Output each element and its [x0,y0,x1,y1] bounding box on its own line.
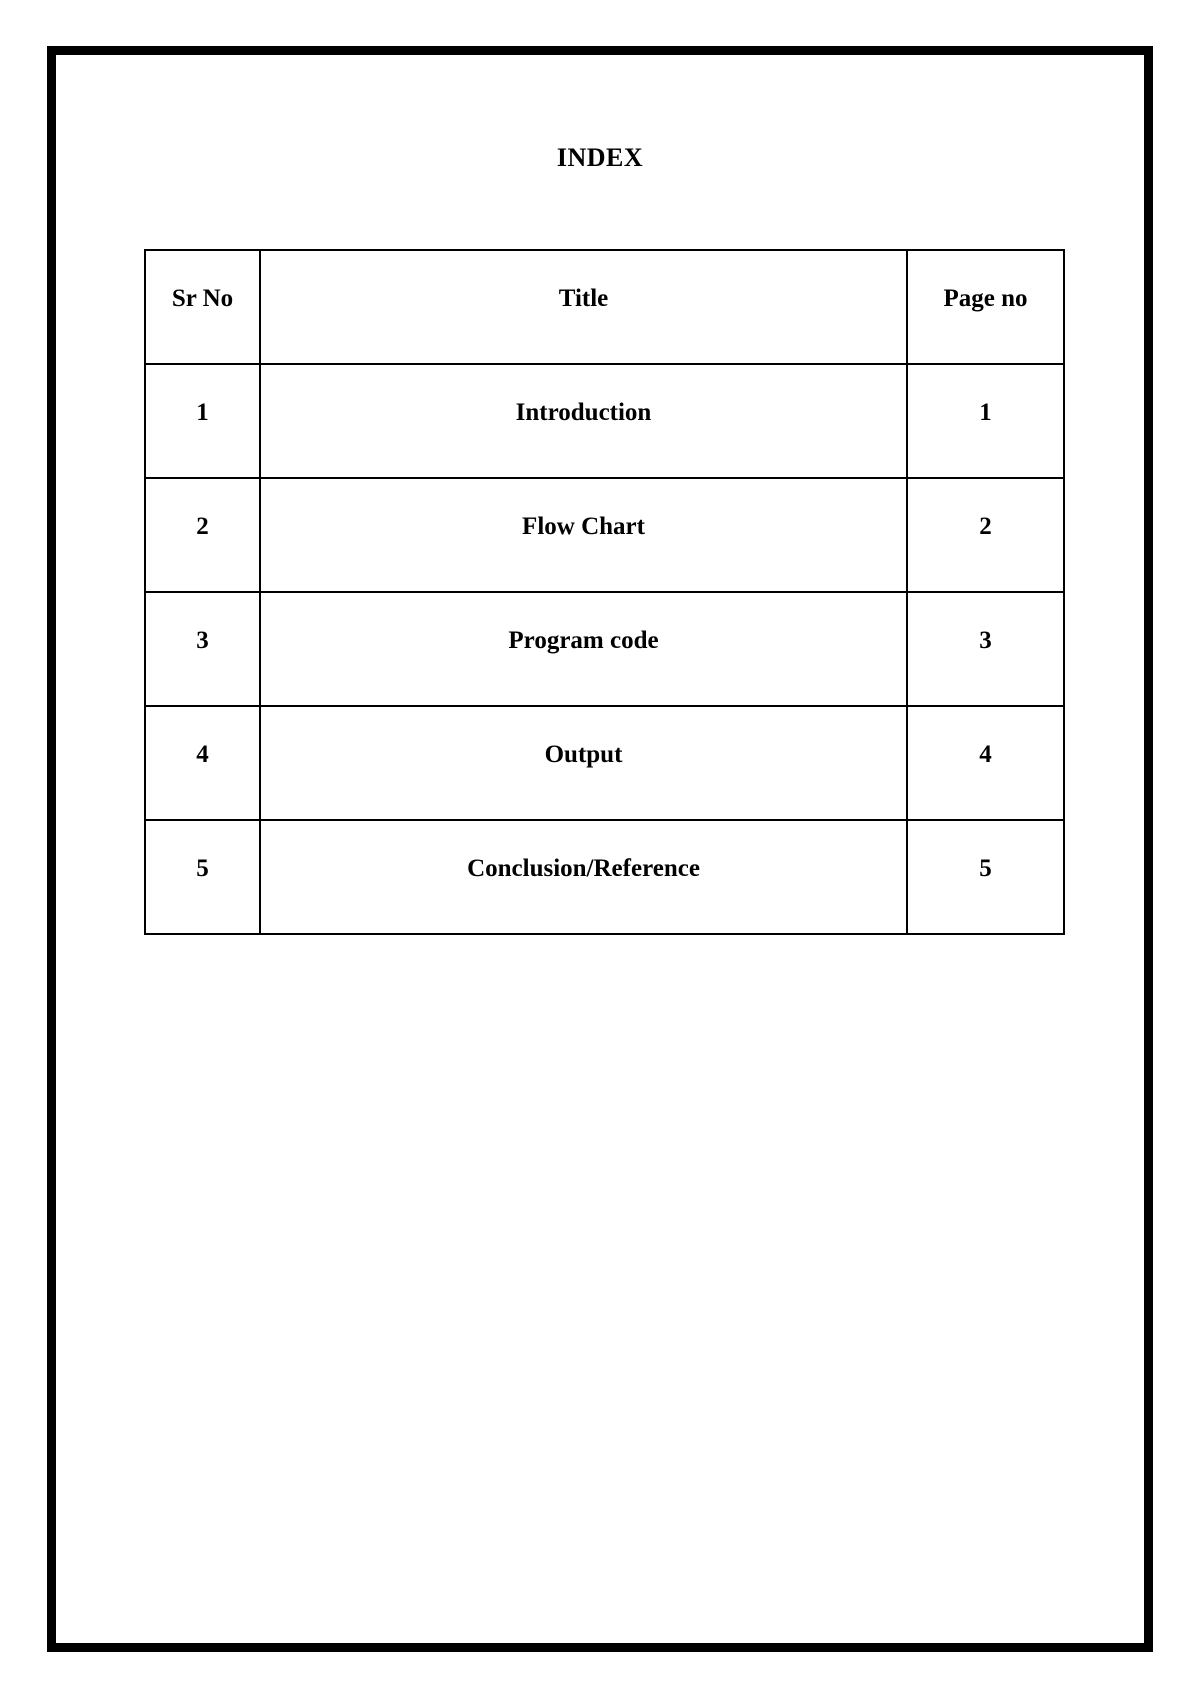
cell-title: Program code [260,592,907,706]
table-row [145,706,1064,820]
cell-title: Flow Chart [260,478,907,592]
cell-title: Conclusion/Reference [260,820,907,934]
cell-title: Introduction [260,364,907,478]
cell-page-no: 5 [907,820,1064,934]
cell-title: Output [260,706,907,820]
table-row [145,478,1064,592]
cell-page-no: 2 [907,478,1064,592]
cell-sr-no: 5 [145,820,260,934]
cell-page-no: 3 [907,592,1064,706]
cell-sr-no: 2 [145,478,260,592]
cell-sr-no: 1 [145,364,260,478]
page-title: INDEX [556,143,644,172]
cell-sr-no: 3 [145,592,260,706]
header-page-no: Page no [907,250,1064,364]
cell-sr-no: 4 [145,706,260,820]
table-header-row [145,250,1064,364]
header-title: Title [260,250,907,364]
table-row [145,592,1064,706]
table-row [145,820,1064,934]
cell-page-no: 1 [907,364,1064,478]
table-row [145,364,1064,478]
header-sr-no: Sr No [145,250,260,364]
cell-page-no: 4 [907,706,1064,820]
index-table [144,249,1065,935]
